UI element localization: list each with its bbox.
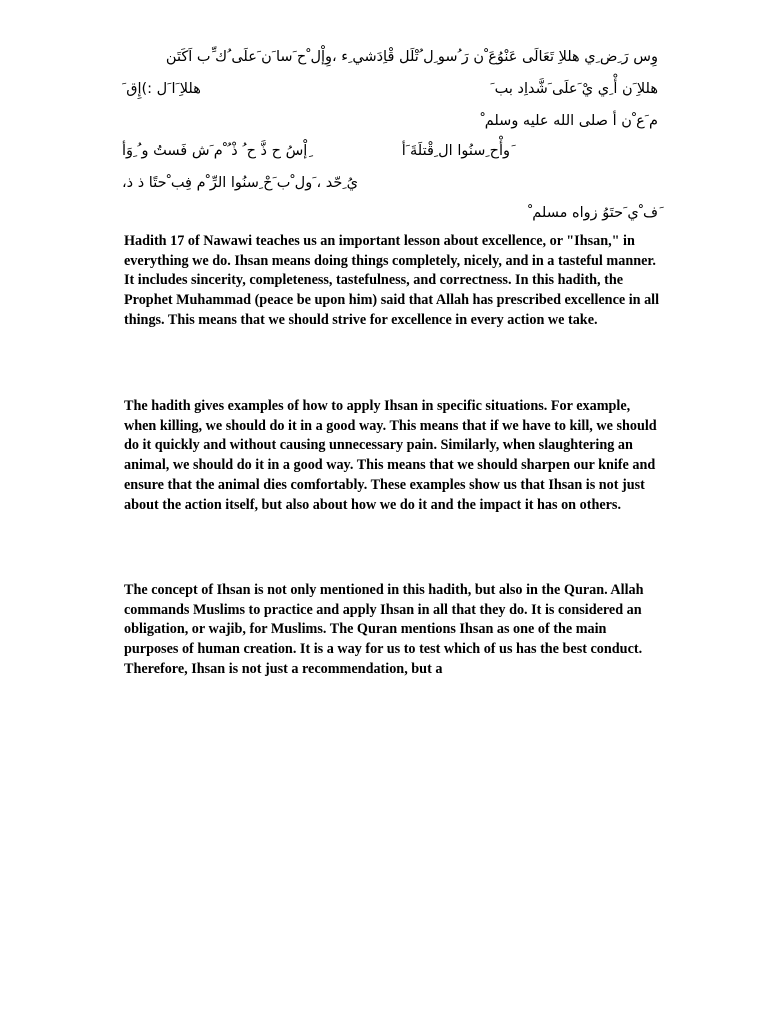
arabic-line: هللاِ َن أْ ِي يْ َعلَى َشَّداِد بب َ	[490, 81, 658, 97]
arabic-line: ِإْسُ ح ذَّ ح ُ ذْ ُ ْم َش فَستُ و ُ ِوَأ	[122, 143, 308, 159]
arabic-line: وِس رَ ِض ِي هللاِ تَعَالَى عَنْوُعَ ْن رَ ُسو ِل ُتْلَل قْاِدَشي ِء ،وِإْل ْح َسا َن َعلَى ُك ِّب اَكَتَن	[165, 49, 658, 65]
paragraph-quran: The concept of Ihsan is not only mentioned in this hadith, but also in the Quran. Allah commands Muslims to practice and apply Ihsan in all that they do. It is considered an obligation, or wajib, for Muslims. The Quran mentions Ihsan as one of the main purposes of human creation. It is a way for us to test which of us has the best conduct. Therefore, Ihsan is not just a recommendation, but a	[124, 582, 644, 677]
arabic-hadith-text	[122, 38, 658, 228]
paragraph-intro: Hadith 17 of Nawawi teaches us an important lesson about excellence, or "Ihsan," in everything we do. Ihsan means doing things completely, nicely, and in a tasteful manner. It includes sincerity, completeness, tastefulness, and correctness. In this hadith, the Prophet Muhammad (peace be upon him) said that Allah has prescribed excellence in all things. This means that we should strive for excellence in every action we take.	[124, 233, 660, 328]
arabic-line: َف ْي َحتَوُ زواه مسلم ْ	[528, 205, 658, 221]
arabic-line: َوأْح ِسنُوا ال ِقْتلَةَ َأ	[401, 143, 510, 159]
arabic-line: يُ ِحّد ، َول ْب َحْ ِسنُوا الرِّ ْم فِب ْحتًا ذ ذ،	[122, 175, 358, 191]
arabic-line: هللاِ َا َل :)إِق َ	[122, 81, 201, 97]
paragraph-examples: The hadith gives examples of how to apply Ihsan in specific situations. For example, when killing, we should do it in a good way. This means that if we have to kill, we should do it quickly and without causing unnecessary pain. Similarly, when slaughtering an animal, we should do it in a good way. This means that we should sharpen our knife and ensure that the animal dies comfortably. These examples show us that Ihsan is not just about the action itself, but also about how we do it and the impact it has on others.	[124, 398, 657, 513]
arabic-line: م َع ْن أ صلى الله عليه وسلم ْ	[480, 113, 658, 129]
